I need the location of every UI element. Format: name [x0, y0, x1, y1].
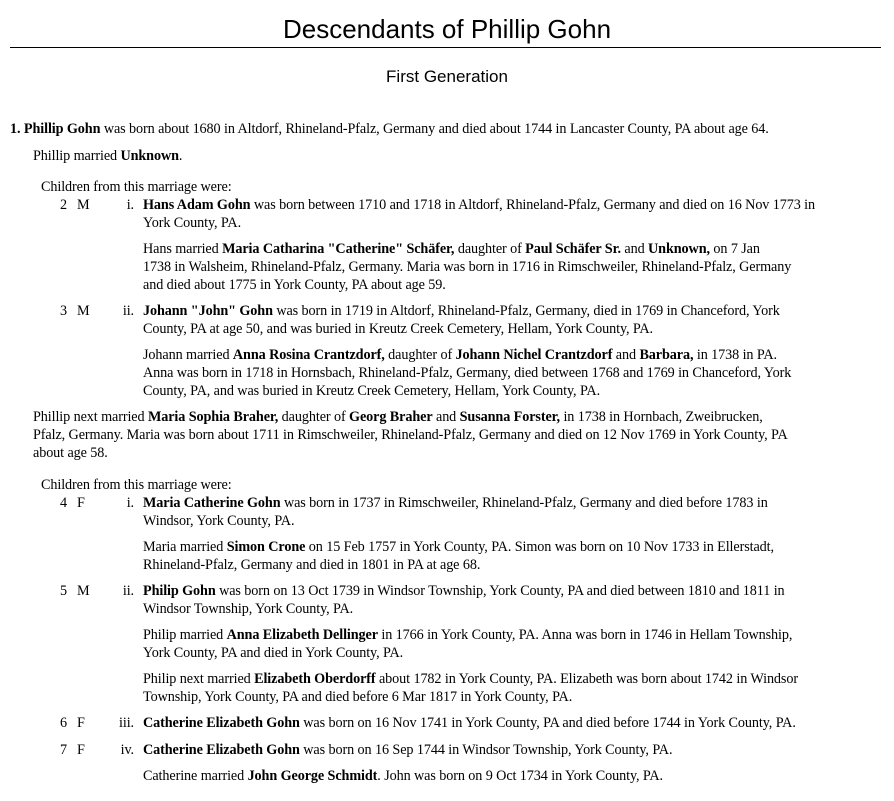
child-id: 4	[60, 495, 67, 511]
spouse-name: John George Schmidt	[247, 768, 378, 784]
marriage-line: County, PA, and was buried in Kreutz Creek Cemetery, Hellam, York County, PA.	[143, 383, 601, 399]
mother-name: Barbara,	[639, 347, 694, 363]
child-name: Philip Gohn	[143, 583, 216, 599]
child-roman: ii.	[122, 303, 134, 319]
child-sex: M	[77, 583, 90, 599]
child-entry-line	[143, 714, 796, 732]
child-id: 7	[60, 742, 67, 758]
child-text: was born in 1737 in Rimschweiler, Rhineland-Pfalz, Germany and died before 1783 in	[280, 495, 768, 511]
marriage-text: in 1738 in Hornbach, Zweibrucken,	[560, 409, 763, 425]
marriage-line	[143, 538, 774, 556]
report-title: Descendants of Phillip Gohn	[282, 14, 612, 44]
marriage-text: and	[432, 409, 460, 425]
person-number: 1.	[10, 121, 21, 137]
child-sex: M	[77, 197, 90, 213]
child-entry-line	[143, 302, 780, 320]
child-roman: i.	[126, 495, 134, 511]
child-text: was born on 16 Nov 1741 in York County, PA and died before 1744 in York County, PA.	[299, 715, 796, 731]
marriage-line: Township, York County, PA and died before 6 Mar 1817 in York County, PA.	[143, 689, 573, 705]
mother-name: Unknown,	[648, 241, 710, 257]
spouse-name: Maria Catharina "Catherine" Schäfer,	[222, 241, 455, 257]
child-roman: i.	[126, 197, 134, 213]
marriage-text: Phillip married	[33, 148, 121, 164]
marriage-text: in 1766 in York County, PA. Anna was born in 1746 in Hellam Township,	[377, 627, 793, 643]
children-header: Children from this marriage were:	[41, 179, 232, 195]
child-sex: F	[77, 495, 85, 511]
person-entry	[10, 120, 769, 138]
child-name: Johann "John" Gohn	[143, 303, 273, 319]
child-id: 5	[60, 583, 67, 599]
marriage-text: Johann married	[143, 347, 233, 363]
marriage-text: Philip married	[143, 627, 227, 643]
child-text: was born between 1710 and 1718 in Altdorf, Rhineland-Pfalz, Germany and died on 16 Nov 1773 in	[250, 197, 816, 213]
marriage-line	[143, 240, 760, 258]
marriage-line: Pfalz, Germany. Maria was born about 1711 in Rimschweiler, Rhineland-Pfalz, Germany and died on 12 Nov 1769 in York County, PA	[33, 427, 788, 443]
child-text: was born on 13 Oct 1739 in Windsor Township, York County, PA and died between 1810 and 1811 in	[215, 583, 785, 599]
child-entry-line: York County, PA.	[143, 215, 242, 231]
child-name: Maria Catherine Gohn	[143, 495, 281, 511]
marriage-text: daughter of	[278, 409, 350, 425]
marriage-text: Catherine married	[143, 768, 248, 784]
marriage-text: Phillip next married	[33, 409, 148, 425]
child-sex: F	[77, 742, 85, 758]
child-entry-line	[143, 494, 768, 512]
child-roman: iv.	[120, 742, 134, 758]
marriage-text: daughter of	[384, 347, 456, 363]
children-header: Children from this marriage were:	[41, 477, 232, 493]
child-name: Hans Adam Gohn	[143, 197, 251, 213]
marriage-line	[143, 346, 777, 364]
child-entry-line: County, PA at age 50, and was buried in Kreutz Creek Cemetery, Hellam, York County, PA.	[143, 321, 653, 337]
child-entry-line	[143, 741, 672, 759]
marriage-line: Anna was born in 1718 in Hornsbach, Rhineland-Pfalz, Germany, died between 1768 and 1769 in Chanceford, York	[143, 365, 792, 381]
child-sex: F	[77, 715, 85, 731]
father-name: Georg Braher	[349, 409, 433, 425]
spouse-name: Maria Sophia Braher,	[147, 409, 279, 425]
child-id: 6	[60, 715, 67, 731]
person-text: was born about 1680 in Altdorf, Rhineland-Pfalz, Germany and died about 1744 in Lancaster County, PA about age 64.	[100, 121, 769, 137]
spouse-name: Unknown	[120, 148, 179, 164]
marriage-text: .	[178, 148, 183, 164]
marriage-text: on 7 Jan	[709, 241, 760, 257]
person-name: Phillip Gohn	[23, 121, 101, 137]
child-sex: M	[77, 303, 90, 319]
marriage-text: Hans married	[143, 241, 223, 257]
marriage-line: about age 58.	[33, 445, 108, 461]
marriage-line	[143, 670, 798, 688]
mother-name: Susanna Forster,	[459, 409, 560, 425]
child-text: was born on 16 Sep 1744 in Windsor Township, York County, PA.	[299, 742, 673, 758]
child-entry-line: Windsor Township, York County, PA.	[143, 601, 354, 617]
marriage-text: daughter of	[454, 241, 526, 257]
marriage-line	[143, 767, 663, 785]
marriage-text: on 15 Feb 1757 in York County, PA. Simon was born on 10 Nov 1733 in Ellerstadt,	[305, 539, 774, 555]
marriage-line: and died about 1775 in York County, PA about age 59.	[143, 277, 446, 293]
marriage-line	[33, 147, 182, 165]
generation-heading: First Generation	[386, 67, 508, 86]
father-name: Johann Nichel Crantzdorf	[455, 347, 613, 363]
child-id: 3	[60, 303, 67, 319]
father-name: Paul Schäfer Sr.	[525, 241, 621, 257]
marriage-line: York County, PA and died in York County, PA.	[143, 645, 404, 661]
marriage-text: in 1738 in PA.	[693, 347, 777, 363]
spouse-name: Anna Elizabeth Dellinger	[226, 627, 378, 643]
marriage-line	[143, 626, 792, 644]
marriage-line	[33, 408, 763, 426]
title-divider	[10, 47, 881, 48]
marriage-text: and	[620, 241, 649, 257]
marriage-text: and	[612, 347, 640, 363]
child-text: was born in 1719 in Altdorf, Rhineland-Pfalz, Germany, died in 1769 in Chanceford, York	[272, 303, 780, 319]
child-entry-line: Windsor, York County, PA.	[143, 513, 295, 529]
child-name: Catherine Elizabeth Gohn	[143, 715, 300, 731]
spouse-name: Elizabeth Oberdorff	[254, 671, 376, 687]
marriage-line: 1738 in Walsheim, Rhineland-Pfalz, Germany. Maria was born in 1716 in Rimschweiler, Rhineland-Pfalz, Germany	[143, 259, 792, 275]
child-id: 2	[60, 197, 67, 213]
marriage-text: . John was born on 9 Oct 1734 in York County, PA.	[377, 768, 664, 784]
marriage-text: Philip next married	[143, 671, 255, 687]
child-name: Catherine Elizabeth Gohn	[143, 742, 300, 758]
child-roman: iii.	[119, 715, 134, 731]
child-entry-line	[143, 196, 815, 214]
marriage-text: about 1782 in York County, PA. Elizabeth was born about 1742 in Windsor	[375, 671, 798, 687]
marriage-line: Rhineland-Pfalz, Germany and died in 1801 in PA at age 68.	[143, 557, 481, 573]
child-entry-line	[143, 582, 785, 600]
child-roman: ii.	[122, 583, 134, 599]
marriage-text: Maria married	[143, 539, 227, 555]
spouse-name: Anna Rosina Crantzdorf,	[232, 347, 385, 363]
spouse-name: Simon Crone	[226, 539, 306, 555]
